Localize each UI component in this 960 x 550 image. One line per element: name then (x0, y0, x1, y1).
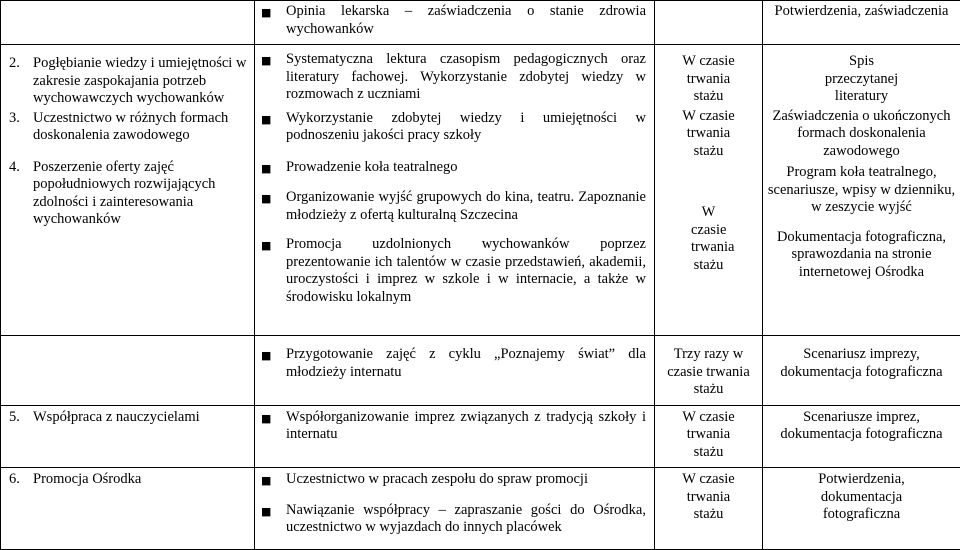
task-item: ■ Nawiązanie współpracy – zapraszanie gości do Ośrodka, uczestnictwo w wyjazdach do innych placówek (261, 502, 646, 537)
bullet-icon: ■ (261, 159, 286, 178)
proof-cell (763, 405, 960, 468)
bullet-icon: ■ (261, 110, 286, 145)
tasks-cell (255, 1, 655, 45)
task-item: ■ Opinia lekarska – zaświadczenia o stanie zdrowia wychowanków (261, 3, 646, 38)
proof-item: Zaświadczenia o ukończonych formach doskonalenia zawodowego (767, 108, 956, 161)
proof-item: Potwierdzenia, zaświadczenia (767, 3, 956, 21)
goal-cell (1, 336, 255, 406)
time-item: Trzy razy w czasie trwania stażu (657, 346, 760, 399)
proof-cell (763, 336, 960, 406)
time-item: W czasie trwania stażu (657, 53, 760, 106)
time-cell (655, 405, 763, 468)
goal-item: 6. Promocja Ośrodka (7, 471, 250, 489)
bullet-icon: ■ (261, 502, 286, 537)
table-row (1, 1, 960, 45)
proof-cell (763, 468, 960, 550)
table-row (1, 336, 960, 406)
bullet-icon: ■ (261, 3, 286, 38)
goal-cell (1, 45, 255, 336)
goal-cell (1, 468, 255, 550)
time-item: W czasie trwania stażu (657, 108, 760, 161)
tasks-cell (255, 336, 655, 406)
time-item: W czasie trwania stażu (657, 471, 760, 524)
proof-cell (763, 45, 960, 336)
proof-item: Dokumentacja fotograficzna, sprawozdania na stronie internetowej Ośrodka (767, 229, 956, 282)
time-item: W czasie trwania stażu (657, 409, 760, 462)
task-item: ■ Promocja uzdolnionych wychowanków poprzez prezentowanie ich talentów w czasie przedstawień, akademii, uroczystości i imprez w szkole i w internacie, a także w środowisku lokalnym (261, 236, 646, 306)
task-item: ■ Organizowanie wyjść grupowych do kina, teatru. Zapoznanie młodzieży z ofertą kulturalną Szczecina (261, 189, 646, 224)
goal-item: 4. Poszerzenie oferty zajęć popołudniowych rozwijających zdolności i zainteresowania wychowanków (7, 159, 250, 229)
task-item: ■ Prowadzenie koła teatralnego (261, 159, 646, 178)
bullet-icon: ■ (261, 471, 286, 490)
goal-item: 5. Współpraca z nauczycielami (7, 409, 250, 427)
proof-item: Scenariusz imprezy, dokumentacja fotograficzna (767, 346, 956, 381)
task-item: ■ Współorganizowanie imprez związanych z tradycją szkoły i internatu (261, 409, 646, 444)
task-item: ■ Systematyczna lektura czasopism pedagogicznych oraz literatury fachowej. Wykorzystanie zdobytej wiedzy w rozmowach z uczniami (261, 51, 646, 104)
time-cell (655, 468, 763, 550)
task-item: ■ Uczestnictwo w pracach zespołu do spraw promocji (261, 471, 646, 490)
bullet-icon: ■ (261, 346, 286, 381)
tasks-cell (255, 405, 655, 468)
bullet-icon: ■ (261, 189, 286, 224)
time-cell (655, 1, 763, 45)
proof-item: Potwierdzenia, dokumentacja fotograficzna (767, 471, 956, 524)
goal-cell (1, 405, 255, 468)
tasks-cell (255, 468, 655, 550)
task-item: ■ Wykorzystanie zdobytej wiedzy i umiejętności w podnoszeniu jakości pracy szkoły (261, 110, 646, 145)
table-row (1, 45, 960, 336)
goal-cell (1, 1, 255, 45)
tasks-cell (255, 45, 655, 336)
table-row (1, 405, 960, 468)
time-cell (655, 336, 763, 406)
proof-item: Spis przeczytanej literatury (767, 53, 956, 106)
time-item: W czasie trwania stażu (657, 204, 760, 274)
proof-item: Scenariusze imprez, dokumentacja fotograficzna (767, 409, 956, 444)
time-cell (655, 45, 763, 336)
bullet-icon: ■ (261, 409, 286, 444)
goal-item: 2. Pogłębianie wiedzy i umiejętności w zakresie zaspokajania potrzeb wychowawczych wychowanków (7, 55, 250, 108)
bullet-icon: ■ (261, 51, 286, 104)
proof-cell (763, 1, 960, 45)
proof-item: Program koła teatralnego, scenariusze, wpisy w dzienniku, w zeszycie wyjść (767, 164, 956, 217)
task-item: ■ Przygotowanie zajęć z cyklu „Poznajemy świat” dla młodzieży internatu (261, 346, 646, 381)
table-row (1, 468, 960, 550)
bullet-icon: ■ (261, 236, 286, 306)
goal-item: 3. Uczestnictwo w różnych formach doskonalenia zawodowego (7, 110, 250, 145)
